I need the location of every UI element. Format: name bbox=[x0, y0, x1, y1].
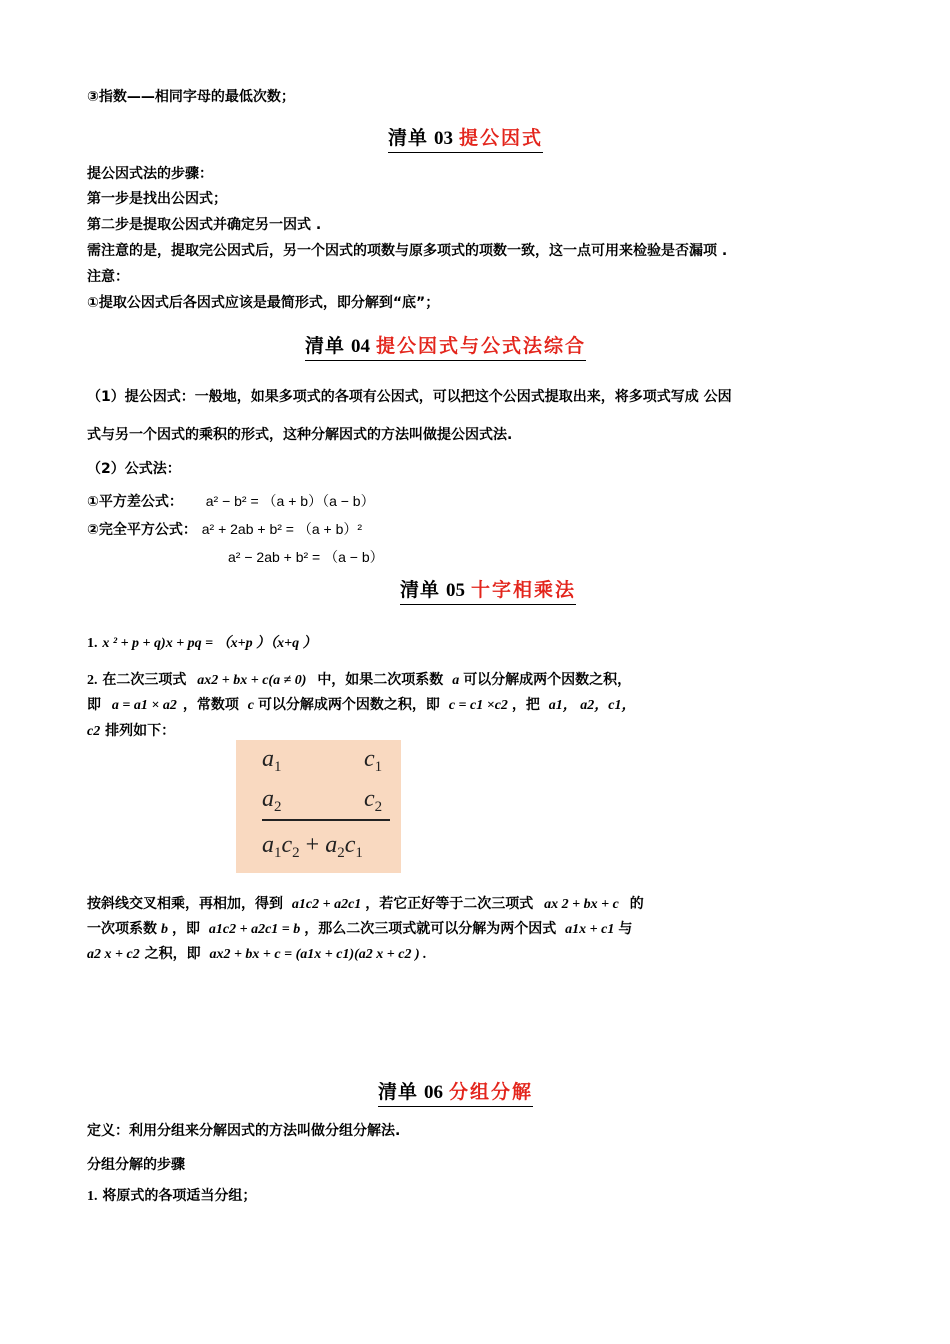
section-title: 提公因式 bbox=[459, 127, 544, 149]
formula: ax2 + bx + c = (a1x + c1)(a2 x + c2 ) . bbox=[209, 947, 427, 962]
section-05-heading bbox=[400, 578, 576, 605]
perfect-sq-formula-1: a² + 2ab + b² = （a + b）² bbox=[201, 521, 363, 537]
section-number: 05 bbox=[446, 580, 466, 601]
section-label: 清单 bbox=[378, 1081, 419, 1103]
sq-diff-formula: a² − b² = （a + b）（a − b） bbox=[205, 493, 375, 509]
box-a2: $a_2$ bbox=[262, 786, 282, 815]
sq-diff-label: ①平方差公式： bbox=[87, 494, 183, 510]
text: 按斜线交叉相乘，再相加，得到 bbox=[87, 896, 283, 912]
section-label: 清单 bbox=[388, 127, 429, 149]
formula: a1c2 + a2c1 = b bbox=[208, 922, 301, 937]
sq-diff-line bbox=[87, 492, 375, 511]
section-04-heading bbox=[305, 334, 586, 361]
sec04-p1-line-1: （1）提公因式：一般地，如果多项式的各项有公因式，可以把这个公因式提取出来，将多项式写成 公因 bbox=[87, 389, 732, 405]
sec03-line-5: 注意： bbox=[87, 269, 129, 285]
text: ，即 bbox=[172, 921, 200, 937]
text: 可以分解成两个因数之积，即 bbox=[257, 697, 440, 713]
intro-item: ③指数——相同字母的最低次数； bbox=[87, 89, 295, 105]
perfect-sq-line bbox=[87, 520, 362, 539]
sec05-item-2-line-1 bbox=[87, 671, 631, 690]
text: 可以分解成两个因数之积， bbox=[463, 672, 632, 688]
formula: a = a1 × a2 bbox=[111, 698, 177, 713]
sec06-step-1 bbox=[87, 1187, 256, 1206]
sec05-item-2-line-2 bbox=[87, 696, 636, 715]
text: 与 bbox=[618, 921, 633, 937]
sec06-definition: 定义：利用分组来分解因式的方法叫做分组分解法. bbox=[87, 1123, 401, 1139]
text: 在二次三项式 bbox=[102, 672, 187, 688]
section-number: 03 bbox=[434, 128, 454, 149]
text: 中，如果二次项系数 bbox=[317, 672, 444, 688]
cross-multiplication-diagram bbox=[236, 740, 401, 873]
var-b: b bbox=[161, 922, 168, 937]
box-divider bbox=[262, 819, 390, 821]
box-sum: $a_1c_2 + a_2c_1$ bbox=[262, 832, 363, 861]
text: ，常数项 bbox=[182, 697, 239, 713]
formula: a1x + c1 bbox=[565, 922, 615, 937]
sec03-line-6: ①提取公因式后各因式应该是最简形式，即分解到“底”； bbox=[87, 295, 440, 311]
sec03-line-4: 需注意的是，提取完公因式后，另一个因式的项数与原多项式的项数一致，这一点可用来检验是否漏项 . bbox=[87, 243, 728, 259]
sec05-after-line-2 bbox=[87, 920, 632, 939]
box-a1: $a_1$ bbox=[262, 746, 282, 775]
section-title: 分组分解 bbox=[449, 1081, 534, 1103]
sec04-p1-line-2: 式与另一个因式的乘积的形式，这种分解因式的方法叫做提公因式法. bbox=[87, 427, 513, 443]
section-title: 十字相乘法 bbox=[471, 579, 577, 601]
item-1-formula: x ² + p + q)x + pq = （x+p ）（x+q ） bbox=[102, 636, 317, 651]
text: 即 bbox=[87, 697, 101, 713]
text: ，那么二次三项式就可以分解为两个因式 bbox=[304, 921, 557, 937]
text: ，把 bbox=[511, 697, 540, 713]
formula: a1c2 + a2c1 bbox=[291, 897, 362, 912]
formula: ax2 + bx + c(a ≠ 0) bbox=[197, 673, 307, 688]
sec06-steps-title: 分组分解的步骤 bbox=[87, 1157, 185, 1173]
text: 的 bbox=[629, 896, 644, 912]
text: 排列如下： bbox=[105, 723, 176, 739]
var-c2: c2 bbox=[87, 724, 101, 739]
sec05-after-line-3 bbox=[87, 945, 427, 964]
item-number: 1. bbox=[87, 636, 98, 651]
perfect-sq-label: ②完全平方公式： bbox=[87, 522, 197, 538]
sec05-after-line-1 bbox=[87, 895, 644, 914]
sec05-item-1 bbox=[87, 634, 317, 653]
formula: ax 2 + bx + c bbox=[544, 897, 619, 912]
item-number: 2. bbox=[87, 673, 98, 688]
step-text: 将原式的各项适当分组； bbox=[102, 1188, 257, 1204]
formula: c = c1 ×c2 bbox=[448, 698, 508, 713]
sec03-line-3: 第二步是提取公因式并确定另一因式 . bbox=[87, 217, 322, 233]
sec05-item-2-line-3 bbox=[87, 722, 175, 741]
box-c1: $c_1$ bbox=[364, 746, 383, 775]
section-03-heading bbox=[388, 126, 543, 153]
sec04-p2: （2）公式法： bbox=[87, 461, 181, 477]
text: ，若它正好等于二次三项式 bbox=[365, 896, 534, 912]
item-number: 1. bbox=[87, 1189, 98, 1204]
var-c: c bbox=[247, 698, 254, 713]
section-number: 04 bbox=[351, 336, 371, 357]
text: 一次项系数 bbox=[87, 921, 157, 937]
section-title: 提公因式与公式法综合 bbox=[376, 335, 587, 357]
box-c2: $c_2$ bbox=[364, 786, 383, 815]
perfect-sq-formula-2: a² − 2ab + b² = （a − b） bbox=[228, 549, 384, 565]
vars: a1， a2，c1， bbox=[548, 698, 636, 713]
perfect-sq-formula-2-line bbox=[228, 548, 384, 567]
formula: a2 x + c2 bbox=[87, 947, 140, 962]
sec03-line-2: 第一步是找出公因式； bbox=[87, 191, 227, 207]
section-label: 清单 bbox=[400, 579, 441, 601]
text: 之积，即 bbox=[144, 946, 201, 962]
section-06-heading bbox=[378, 1080, 533, 1107]
section-label: 清单 bbox=[305, 335, 346, 357]
var-a: a bbox=[452, 673, 460, 688]
sec03-line-1: 提公因式法的步骤： bbox=[87, 166, 213, 182]
section-number: 06 bbox=[424, 1082, 444, 1103]
